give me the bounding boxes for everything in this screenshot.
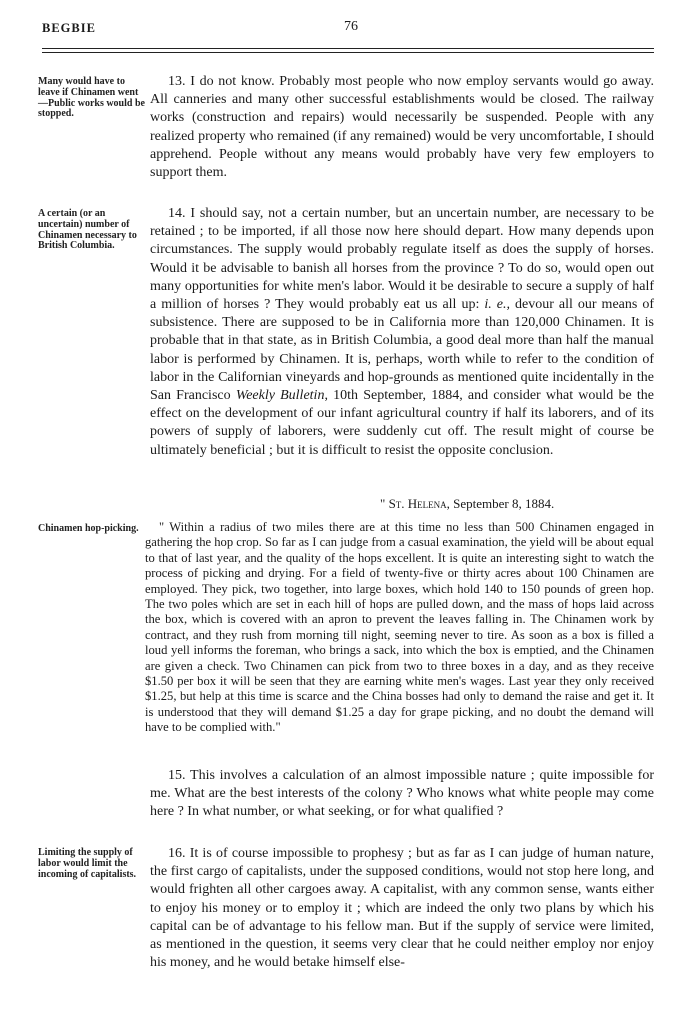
margin-note-capitalists: Limiting the supply of labor would limit the incoming of capitalists. bbox=[38, 847, 137, 880]
margin-note-hop-picking: Chinamen hop-picking. bbox=[38, 523, 139, 534]
quote-dateline bbox=[380, 496, 554, 512]
quoted-extract-text: " Within a radius of two miles there are at this time no less than 500 Chinamen engaged in gathering the hop crop. So far as I can judge from a casual examination, the yield will be about equal to that of last year, and the quality of the hops excellent. It is quite an interesting sight to watch the process of picking and drying. For a field of twenty-five or thirty acres about 100 Chinamen are employed. They pick, two together, into large boxes, which hold 140 to 150 pounds of green hop. The two poles which are set in each hill of hops are pulled down, and the mass of hops laid across the box, which is covered with an apron to prevent the leaves falling in. The Chinamen work by contract, and they rush from morning till night, seeming never to tire. As soon as a box is filled a loud yell informs the foreman, who brings a sack, into which the box is emptied, and the Chinamen are given a check. Two Chinamen can pick from two to three boxes in a day, and as they receive $1.50 per box it will be seen that they are earning white men's wages. Last year they only received $1.25, but help at this time is scarce and the China bosses had only to demand the raise and get it. It is understood that they will demand $1.25 a day for grape picking, and no doubt the demand will have to be complied with." bbox=[145, 520, 654, 735]
paragraph-14-ie: i. e., bbox=[484, 297, 510, 313]
paragraph-13 bbox=[150, 73, 654, 182]
paragraph-16 bbox=[150, 845, 654, 972]
margin-note-chinamen-necessary: A certain (or an uncertain) number of Chinamen necessary to British Columbia. bbox=[38, 208, 137, 252]
margin-note-public-works: Many would have to leave if Chinamen went—Public works would be stopped. bbox=[38, 76, 145, 120]
running-head: BEGBIE bbox=[42, 21, 96, 35]
paragraph-16-text: 16. It is of course impossible to prophesy ; but as far as I can judge of human nature, the first cargo of capitalists, under the supposed conditions, would not stop here long, and would frighten all other cargoes away. A capitalist, with any common sense, wants either to enjoy his money or to employ it ; which are indeed the only two plans by which his capital can be of advantage to his fellow man. But if the supply of service were limited, as mentioned in the question, it seems very clear that he could neither employ nor enjoy his money, and he would betake himself else- bbox=[150, 846, 654, 971]
paragraph-15 bbox=[150, 767, 654, 822]
dateline-date: , September 8, 1884. bbox=[446, 496, 555, 511]
dateline-open-quote: " bbox=[380, 496, 389, 511]
page-header bbox=[42, 21, 654, 41]
quoted-extract bbox=[145, 520, 654, 736]
paragraph-14-text-b: devour all our means of subsistence. There are supposed to be in California more than 120,000 Chinamen. It is probable that in that state, as in British Columbia, a good deal more than half the manual labor is performed by Chinamen. It is, perhaps, worth while to refer to the condition of labor in the Californian vineyards and hop-grounds as mentioned quite incidentally in the San Francisco bbox=[150, 297, 654, 404]
paragraph-14-text-c: , 10th September, 1884, and consider what would be the effect on the development of our infant agricultural country if half its laborers, and of its powers of supply of laborers, were suddenly cut off. The result might of course be ultimately beneficial ; but it is difficult to resist the opposite conclusion. bbox=[150, 388, 655, 458]
publication-title: Weekly Bulletin bbox=[235, 388, 325, 404]
dateline-place: St. Helena bbox=[388, 496, 447, 511]
header-rule-bottom bbox=[42, 52, 654, 53]
paragraph-14 bbox=[150, 205, 654, 460]
paragraph-13-text: 13. I do not know. Probably most people who now employ servants would go away. All canneries and many other successful establishments would be closed. The railway works (construction and repairs) would necessarily be suspended. People with any realized property who remained (if any remained) would be very uncomfortable, I should apprehend. People without any means would probably have very few employers to support them. bbox=[150, 74, 654, 181]
paragraph-15-text: 15. This involves a calculation of an almost impossible nature ; quite impossible for me. What are the best interests of the colony ? Who knows what white people may come here ? In what number, or what seeking, or for what qualified ? bbox=[150, 768, 654, 820]
header-rule-top bbox=[42, 48, 654, 49]
paragraph-14-text-a: 14. I should say, not a certain number, but an uncertain number, are necessary to be retained ; to be imported, if all those now here should depart. How many depends upon circumstances. The supply would probably regulate itself as does the supply of horses. Would it be advisable to banish all horses from the province ? To do so, would open out many opportunities for white men's labor. Would it be desirable to secure a supply of half a million of horses ? They would probably eat us all up: bbox=[150, 206, 654, 313]
page-number: 76 bbox=[344, 19, 358, 34]
